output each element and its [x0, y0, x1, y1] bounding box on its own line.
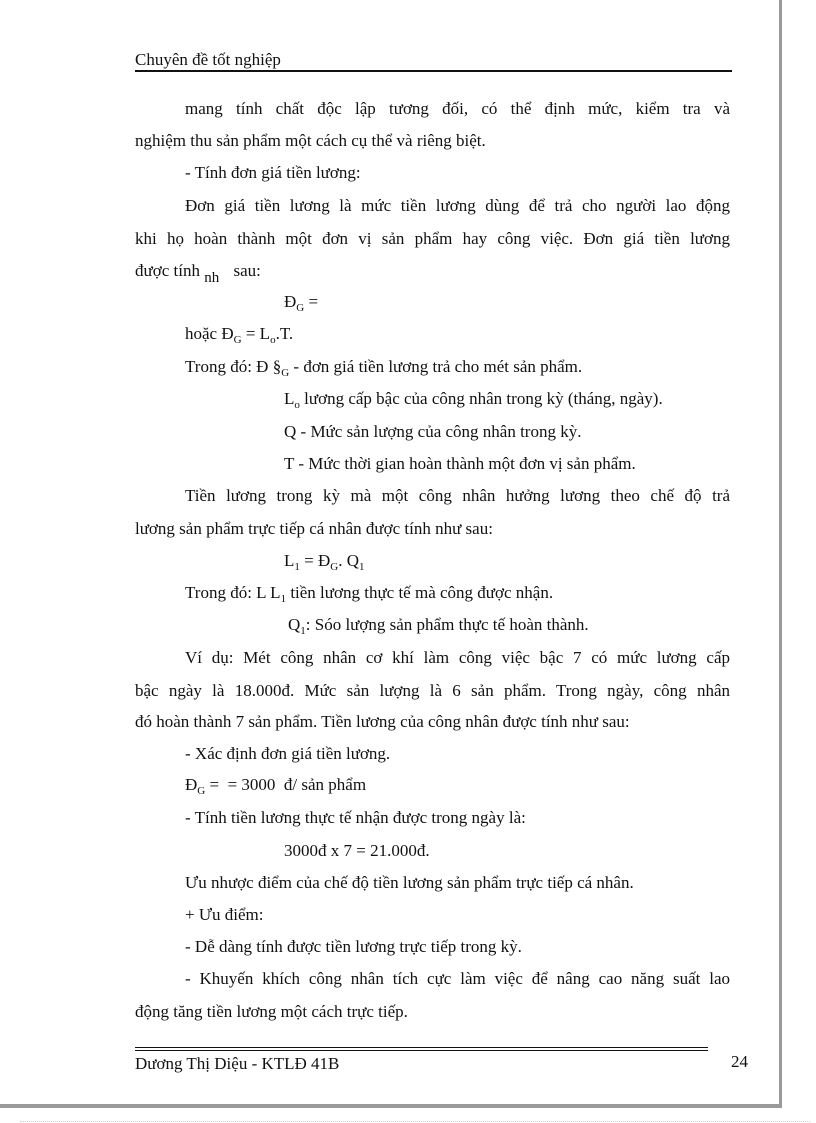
footer-rule [135, 1047, 708, 1048]
definition-line [185, 583, 553, 609]
paragraph-line: Ưu nhược điểm của chế độ tiền lương sản phẩm trực tiếp cá nhân. [185, 873, 634, 892]
formula-subscript: G [330, 561, 339, 573]
formula-symbol: Đ [185, 775, 198, 794]
formula-symbol: = = 3000 đ/ sản phẩm [205, 775, 367, 794]
page-bottom-shadow [0, 1104, 782, 1108]
formula-line [284, 551, 365, 577]
definition-line: Q - Mức sản lượng của công nhân trong kỳ. [284, 422, 582, 441]
formula-subscript: 1 [294, 561, 300, 573]
formula-subscript: G [296, 302, 305, 314]
formula-subscript: 1 [300, 625, 306, 637]
footer-author: Dương Thị Diệu - KTLĐ 41B [135, 1054, 340, 1073]
paragraph-line [135, 261, 261, 288]
formula-symbol: = [304, 292, 319, 311]
paragraph-line: lương sản phẩm trực tiếp cá nhân được tính như sau: [135, 519, 493, 538]
paragraph-line: bậc ngày là 18.000đ. Mức sản lượng là 6 sản phẩm. Trong ngày, công nhân [135, 681, 730, 700]
paragraph-line: động tăng tiền lương một cách trực tiếp. [135, 1002, 408, 1021]
formula-symbol: . Q [338, 551, 359, 570]
formula-subscript: G [281, 367, 290, 379]
paragraph-line: Ví dụ: Mét công nhân cơ khí làm công việc bậc 7 có mức lương cấp [185, 648, 730, 667]
paragraph-line: Tiền lương trong kỳ mà một công nhân hưởng lương theo chế độ trả [185, 486, 730, 505]
section-heading: - Tính đơn giá tiền lương: [185, 163, 361, 182]
formula-subscript: 1 [359, 561, 365, 573]
page-edge-divider [20, 1121, 810, 1122]
text-fragment: nh [204, 270, 220, 286]
formula-line [284, 292, 318, 318]
header-rule [135, 70, 732, 72]
paragraph-line: Đơn giá tiền lương là mức tiền lương dùng để trả cho người lao động [185, 196, 730, 215]
text-fragment: - đơn giá tiền lương trả cho mét sản phẩm. [289, 357, 583, 376]
formula-subscript: o [294, 399, 300, 411]
header-title: Chuyên đề tốt nghiệp [135, 50, 281, 69]
formula-symbol: = L [241, 324, 271, 343]
text-fragment: được tính [135, 261, 200, 280]
paragraph-line: - Dễ dàng tính được tiền lương trực tiếp trong kỳ. [185, 937, 522, 956]
formula-symbol: L [284, 551, 295, 570]
footer-rule [135, 1050, 708, 1051]
definition-line [284, 389, 663, 415]
paragraph-line: - Khuyến khích công nhân tích cực làm việc để nâng cao năng suất lao [185, 969, 730, 988]
formula-subscript: G [233, 334, 242, 346]
formula-symbol: hoặc Đ [185, 324, 234, 343]
paragraph-line: - Xác định đơn giá tiền lương. [185, 744, 391, 763]
paragraph-line: + Ưu điểm: [185, 905, 264, 924]
formula-symbol: Đ [284, 292, 297, 311]
page-right-shadow [779, 0, 782, 1108]
paragraph-line: nghiệm thu sản phẩm một cách cụ thể và riêng biệt. [135, 131, 486, 150]
text-fragment: Trong đó: L L [185, 583, 281, 602]
text-fragment: L [284, 389, 295, 408]
text-fragment: Q [288, 615, 301, 634]
formula-symbol: .T. [275, 324, 294, 343]
paragraph-line: mang tính chất độc lập tương đối, có thể định mức, kiểm tra và [185, 99, 730, 118]
paragraph-line: khi họ hoàn thành một đơn vị sản phẩm hay công việc. Đơn giá tiền lương [135, 229, 730, 248]
text-fragment: : Sóo lượng sản phẩm thực tế hoàn thành. [305, 615, 589, 634]
formula-symbol: = Đ [299, 551, 331, 570]
definition-line [185, 357, 582, 383]
text-fragment: Trong đó: Đ § [185, 357, 282, 376]
definition-line: T - Mức thời gian hoàn thành một đơn vị sản phẩm. [284, 454, 636, 473]
formula-subscript: G [197, 785, 206, 797]
formula-subscript: o [270, 334, 276, 346]
paragraph-line: - Tính tiền lương thực tế nhận được trong ngày là: [185, 808, 526, 827]
text-fragment: lương cấp bậc của công nhân trong kỳ (tháng, ngày). [299, 389, 663, 408]
formula-subscript: 1 [280, 593, 287, 605]
text-fragment: sau: [233, 261, 261, 280]
formula-line [185, 775, 366, 801]
definition-line [288, 615, 589, 641]
formula-line: 3000đ x 7 = 21.000đ. [284, 841, 430, 860]
text-fragment: tiền lương thực tế mà công được nhận. [286, 583, 554, 602]
page-number: 24 [731, 1052, 748, 1071]
formula-line [185, 324, 293, 350]
paragraph-line: đó hoàn thành 7 sản phẩm. Tiền lương của công nhân được tính như sau: [135, 712, 630, 731]
